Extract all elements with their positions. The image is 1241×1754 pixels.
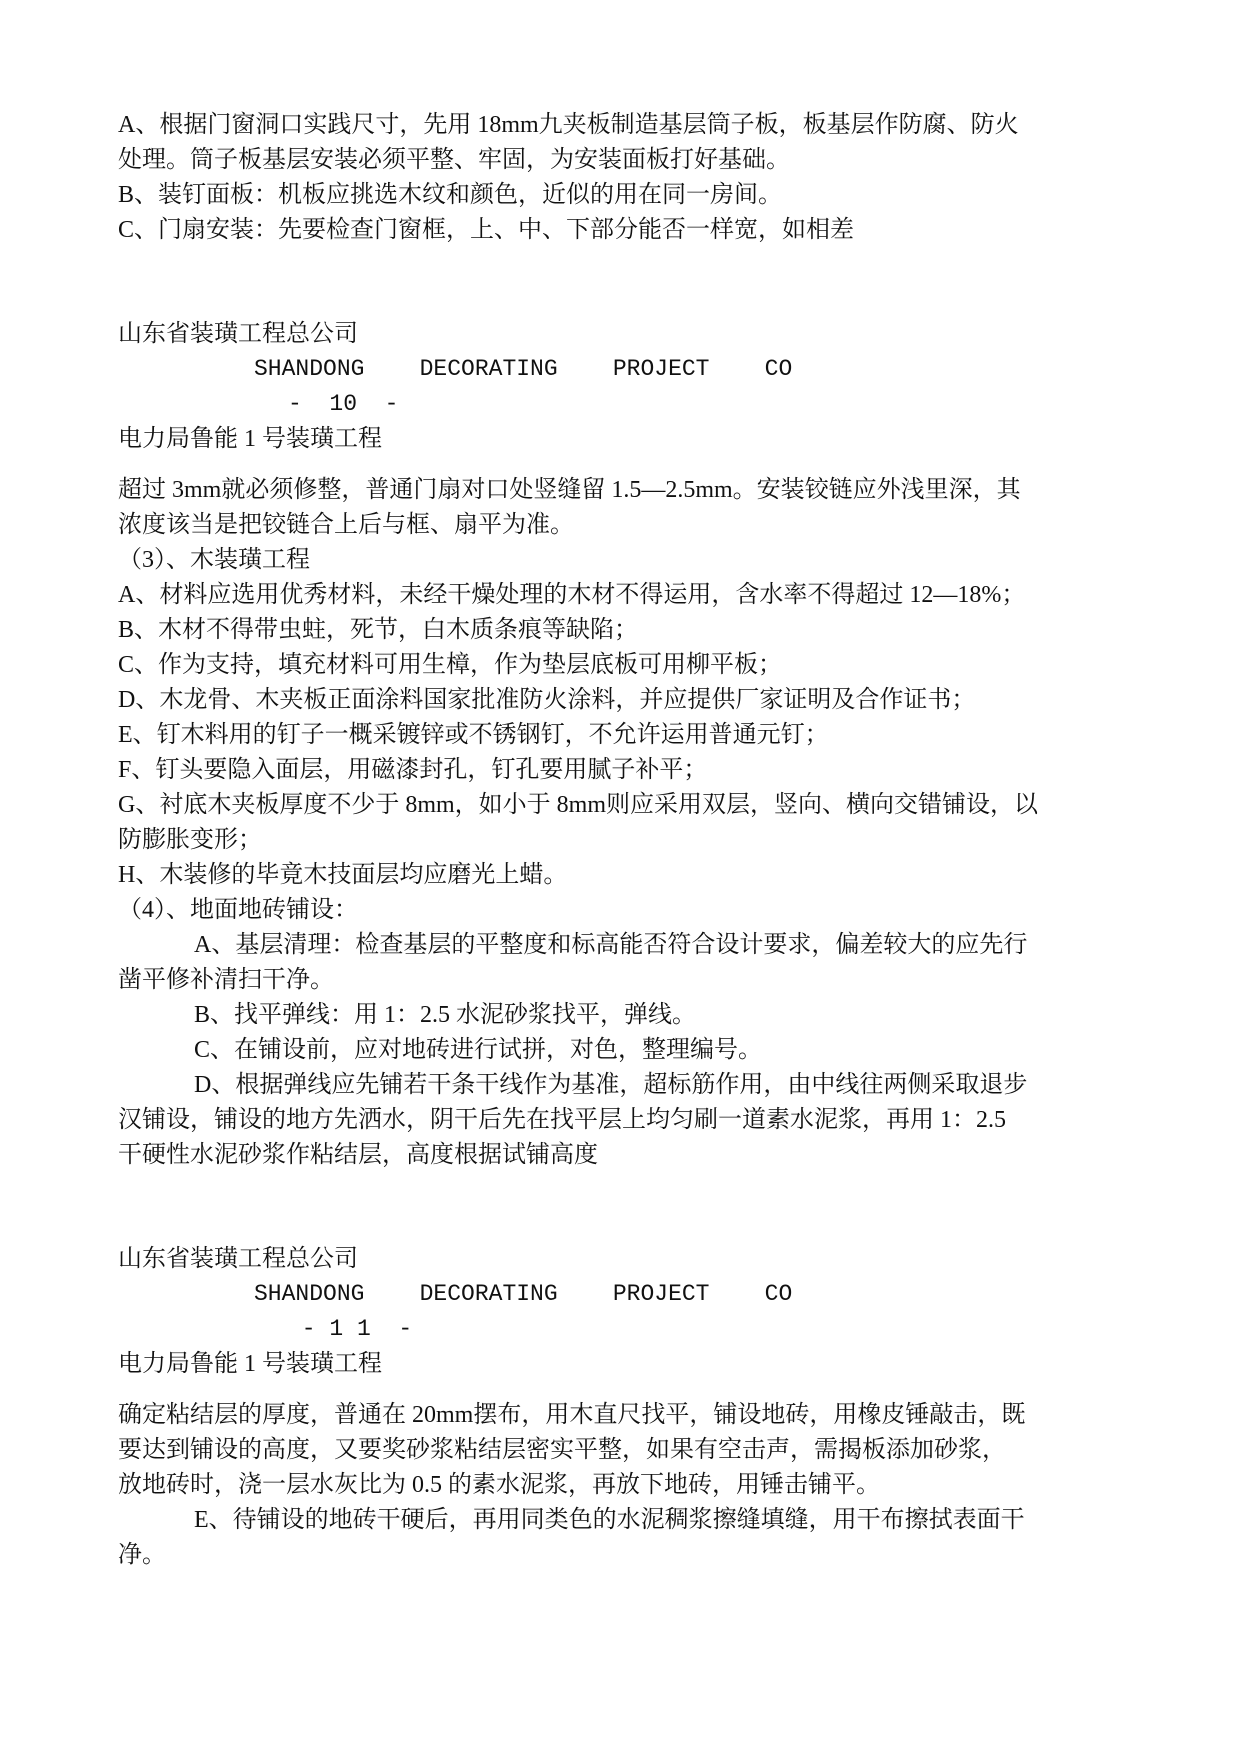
paragraph-block-1 — [118, 108, 1128, 248]
project-name: 电力局鲁能 1 号装璜工程 — [118, 1351, 382, 1377]
text-line: F、钉头要隐入面层，用磁漆封孔，钉孔要用腻子补平； — [118, 757, 708, 783]
text-line: G、衬底木夹板厚度不少于 8mm，如小于 8mm则应采用双层，竖向、横向交错铺设，以 — [118, 792, 1039, 818]
text-line: E、待铺设的地砖干硬后，再用同类色的水泥稠浆擦缝填缝，用干布擦拭表面干 — [194, 1507, 1025, 1533]
text-line: 处理。筒子板基层安装必须平整、牢固，为安装面板打好基础。 — [118, 147, 790, 173]
page-number: - 10 - — [288, 391, 399, 417]
text-line: A、材料应选用优秀材料，未经干燥处理的木材不得运用，含水率不得超过 12—18%； — [118, 582, 1026, 608]
text-line: C、作为支持，填充材料可用生樟，作为垫层底板可用柳平板； — [118, 652, 783, 678]
paragraph-block-3 — [118, 1398, 1128, 1573]
document-page — [118, 108, 1128, 1573]
text-line: C、在铺设前，应对地砖进行试拼，对色，整理编号。 — [194, 1037, 763, 1063]
text-line: H、木装修的毕竟木技面层均应磨光上蜡。 — [118, 862, 568, 888]
text-line: 放地砖时，浇一层水灰比为 0.5 的素水泥浆，再放下地砖，用锤击铺平。 — [118, 1472, 880, 1498]
text-line: 浓度该当是把铰链合上后与框、扇平为准。 — [118, 512, 574, 538]
paragraph-block-2 — [118, 473, 1128, 1173]
company-english-name: SHANDONG DECORATING PROJECT CO — [254, 356, 793, 382]
section-heading: （3）、木装璜工程 — [118, 547, 310, 573]
page-header-1 — [118, 317, 1128, 457]
text-line: D、根据弹线应先铺若干条干线作为基准，超标筋作用，由中线往两侧采取退步 — [194, 1072, 1028, 1098]
section-heading: （4）、地面地砖铺设： — [118, 897, 358, 923]
text-line: A、根据门窗洞口实践尺寸，先用 18mm九夹板制造基层筒子板，板基层作防腐、防火 — [118, 112, 1019, 138]
text-line: B、木材不得带虫蛀，死节，白木质条痕等缺陷； — [118, 617, 639, 643]
spacer — [118, 1382, 1128, 1398]
page-number: - 1 1 - — [288, 1316, 413, 1342]
text-line: E、钉木料用的钉子一概采镀锌或不锈钢钉，不允许运用普通元钉； — [118, 722, 829, 748]
text-line: 凿平修补清扫干净。 — [118, 967, 334, 993]
spacer — [118, 457, 1128, 473]
text-line: B、装钉面板：机板应挑选木纹和颜色，近似的用在同一房间。 — [118, 182, 783, 208]
text-line: B、找平弹线：用 1：2.5 水泥砂浆找平，弹线。 — [194, 1002, 697, 1028]
company-name: 山东省装璜工程总公司 — [118, 1246, 358, 1272]
spacer — [118, 1173, 1128, 1242]
text-line: 超过 3mm就必须修整，普通门扇对口处竖缝留 1.5—2.5mm。安装铰链应外浅里深，其 — [118, 477, 1021, 503]
page-header-2 — [118, 1242, 1128, 1382]
company-name: 山东省装璜工程总公司 — [118, 321, 358, 347]
text-line: C、门扇安装：先要检查门窗框，上、中、下部分能否一样宽，如相差 — [118, 217, 855, 243]
company-english-name: SHANDONG DECORATING PROJECT CO — [254, 1281, 793, 1307]
text-line: A、基层清理：检查基层的平整度和标高能否符合设计要求，偏差较大的应先行 — [194, 932, 1028, 958]
text-line: 要达到铺设的高度，又要奖砂浆粘结层密实平整，如果有空击声，需揭板添加砂浆， — [118, 1437, 1006, 1463]
text-line: 防膨胀变形； — [118, 827, 262, 853]
text-line: 净。 — [118, 1542, 166, 1568]
text-line: 汉铺设，铺设的地方先洒水，阴干后先在找平层上均匀刷一道素水泥浆，再用 1：2.5 — [118, 1107, 1006, 1133]
project-name: 电力局鲁能 1 号装璜工程 — [118, 426, 382, 452]
text-line: 确定粘结层的厚度，普通在 20mm摆布，用木直尺找平，铺设地砖，用橡皮锤敲击，既 — [118, 1402, 1026, 1428]
text-line: D、木龙骨、木夹板正面涂料国家批准防火涂料，并应提供厂家证明及合作证书； — [118, 687, 976, 713]
text-line: 干硬性水泥砂浆作粘结层，高度根据试铺高度 — [118, 1142, 598, 1168]
spacer — [118, 248, 1128, 317]
